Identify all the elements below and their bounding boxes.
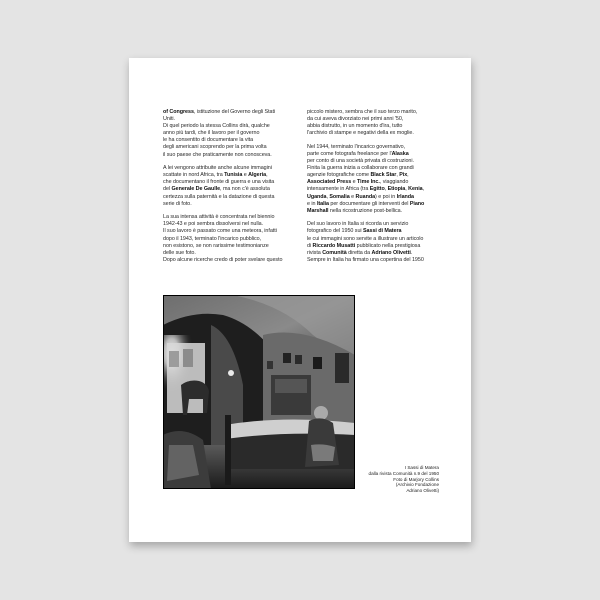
text-line	[307, 186, 445, 193]
text-line	[163, 186, 301, 193]
text-line	[163, 152, 301, 159]
text-line	[163, 144, 301, 151]
text-run: l'archivio di stampe e negativi della ex moglie.	[307, 130, 414, 137]
text-run: Dopo alcune ricerche credo di poter svelare questo	[163, 256, 283, 263]
text-line	[307, 116, 445, 123]
text-run: Finita la guerra inizia a collaborare con grandi	[307, 165, 414, 172]
caption-line: Foto di Marjory Collins	[393, 476, 439, 482]
bold-term: Marshall	[307, 207, 329, 214]
text-line	[163, 214, 301, 221]
text-line	[307, 158, 445, 165]
bold-term: Somalia	[329, 193, 350, 200]
text-run: ,	[405, 186, 409, 193]
text-run: serie di foto.	[163, 200, 192, 207]
text-line	[307, 172, 445, 179]
text-run: per conto di una società privata di costruzioni.	[307, 158, 414, 165]
text-line	[307, 243, 445, 250]
left-text-column	[163, 109, 301, 270]
text-run: piccolo mistero, sembra che il suo terzo marito,	[307, 109, 418, 115]
text-run: A lei vengono attribuite anche alcune immagini	[163, 165, 272, 172]
caption-line: dalla rivista Comunità n.9 del 1950	[368, 470, 439, 476]
bold-term: Piano	[409, 200, 425, 207]
text-run: ,	[396, 172, 400, 179]
text-run: ,	[422, 186, 425, 193]
paragraph	[307, 144, 445, 215]
bold-term: Generale De Gaulle	[171, 186, 221, 193]
text-line	[307, 257, 445, 264]
text-line	[163, 250, 301, 257]
paragraph	[307, 221, 445, 264]
text-run: anno più tardi, che il lavoro per il governo	[163, 130, 260, 137]
text-line	[163, 243, 301, 250]
text-run: da cui aveva divorziato nei primi anni '50,	[307, 116, 404, 123]
text-run: delle sue foto.	[163, 249, 196, 256]
text-line	[163, 116, 301, 123]
text-line	[307, 151, 445, 158]
paragraph	[307, 109, 445, 137]
text-run: per documentare gli interventi del	[328, 200, 410, 207]
caption-line: (Archivio Fondazione	[395, 482, 439, 488]
text-line	[163, 123, 301, 130]
caption-line: I Sassi di Matera	[404, 465, 439, 470]
sassi-di-matera-photo	[163, 295, 355, 489]
text-run: Sempre in Italia ha firmato una copertina del 1950	[307, 256, 424, 263]
text-run: Nel 1944, terminato l'incarico governativo,	[307, 143, 406, 150]
text-run: rivista	[307, 249, 323, 256]
text-line	[307, 236, 445, 243]
text-line	[307, 130, 445, 137]
text-run: dopo il 1943, terminato l'incarico pubblico,	[163, 235, 262, 242]
text-run: Il suo lavoro è passato come una meteora, infatti	[163, 228, 277, 235]
text-run: ,	[384, 186, 388, 193]
text-run: .	[410, 249, 413, 256]
text-run: , ma non c'è assoluta	[220, 186, 270, 193]
text-run: intensamente in Africa (tra	[307, 186, 370, 193]
text-run: scattate in nord Africa, tra	[163, 172, 225, 179]
photo-caption	[357, 465, 439, 494]
text-run: nella ricostruzione post-bellica.	[328, 207, 402, 214]
photo-illustration	[163, 295, 355, 489]
text-run: che documentano il fronte di guerra e una visita	[163, 179, 275, 186]
text-run: del	[163, 186, 172, 193]
text-run: e in	[307, 200, 317, 207]
document-page	[129, 58, 471, 542]
text-line	[307, 201, 445, 208]
bold-term: Sassi di Matera	[363, 228, 402, 235]
caption-line: Adriano Olivetti)	[406, 488, 439, 494]
text-run: degli americani scoprendo per la prima volta	[163, 144, 267, 151]
text-line	[163, 109, 301, 116]
text-line	[163, 201, 301, 208]
paragraph	[163, 165, 301, 208]
text-run: ,	[326, 193, 330, 200]
bold-term: Italia	[316, 200, 329, 207]
text-run: e	[242, 172, 249, 179]
text-run: e	[351, 179, 357, 186]
text-run: Del suo lavoro in Italia si ricorda un servizio	[307, 221, 409, 228]
text-line	[307, 208, 445, 215]
text-run: agenzie fotografiche come	[307, 172, 371, 179]
text-run: fotografico del 1950 sui	[307, 228, 363, 235]
text-line	[307, 250, 445, 257]
bold-term: Associated Press	[307, 179, 352, 186]
bold-term: Irlanda	[396, 193, 414, 200]
text-run: ) e poi in	[375, 193, 397, 200]
text-line	[307, 123, 445, 130]
text-run: le ha consentito di documentare la vita	[163, 137, 254, 144]
text-line	[163, 179, 301, 186]
bold-term: Tunisia	[224, 172, 243, 179]
bold-term: Uganda	[307, 193, 327, 200]
text-line	[163, 236, 301, 243]
text-run: ,	[266, 172, 268, 179]
text-run: Di quel periodo la stessa Collins dirà, qualche	[163, 123, 270, 130]
text-run: pubblicato nella prestigiosa	[355, 242, 421, 249]
bold-term: Riccardo Musatti	[312, 242, 356, 249]
bold-term: Etiopia	[387, 186, 406, 193]
text-line	[307, 179, 445, 186]
text-run: , istituzione del Governo degli Stati	[193, 109, 276, 115]
text-line	[163, 130, 301, 137]
paragraph	[163, 109, 301, 159]
text-line	[163, 165, 301, 172]
bold-term: Kenia	[408, 186, 423, 193]
bold-term: Alaska	[391, 150, 409, 157]
text-line	[307, 228, 445, 235]
text-line	[307, 165, 445, 172]
text-run: , viaggiando	[379, 179, 409, 186]
text-run: di	[307, 242, 313, 249]
text-run: Uniti.	[163, 116, 175, 123]
text-line	[307, 221, 445, 228]
bold-term: Pix	[399, 172, 408, 179]
text-run: parte come fotografa freelance per l'	[307, 150, 392, 157]
bold-term: Comunità	[322, 249, 347, 256]
text-line	[163, 137, 301, 144]
text-line	[307, 194, 445, 201]
text-line	[163, 257, 301, 264]
text-run: il suo paese che praticamente non conosceva.	[163, 151, 272, 158]
text-run: diretta da	[346, 249, 372, 256]
text-line	[307, 109, 445, 116]
bold-term: Ruanda	[355, 193, 376, 200]
text-line	[163, 221, 301, 228]
text-line	[163, 228, 301, 235]
text-run: non esistono, se non rarissime testimonianze	[163, 242, 269, 249]
text-run: 1942-43 e poi sembra dissolversi nel nulla.	[163, 221, 264, 228]
bold-term: of Congress	[163, 109, 194, 115]
text-run: La sua intensa attività è concentrata nel biennio	[163, 214, 275, 221]
bold-term: Time Inc.	[357, 179, 380, 186]
text-line	[163, 194, 301, 201]
right-text-column	[307, 109, 445, 270]
text-run: certezza sulla paternità e la datazione di questa	[163, 193, 275, 200]
text-line	[163, 172, 301, 179]
text-run: le cui immagini sono servite a illustrare un articolo	[307, 235, 424, 242]
bold-term: Black Star	[370, 172, 397, 179]
text-run: e	[349, 193, 356, 200]
text-line	[307, 144, 445, 151]
bold-term: Egitto	[369, 186, 385, 193]
bold-term: Adriano Olivetti	[371, 249, 411, 256]
bold-term: Algeria	[248, 172, 267, 179]
paragraph	[163, 214, 301, 264]
text-run: abbia distrutto, in un momento d'ira, tutto	[307, 123, 403, 130]
text-run: ,	[407, 172, 409, 179]
